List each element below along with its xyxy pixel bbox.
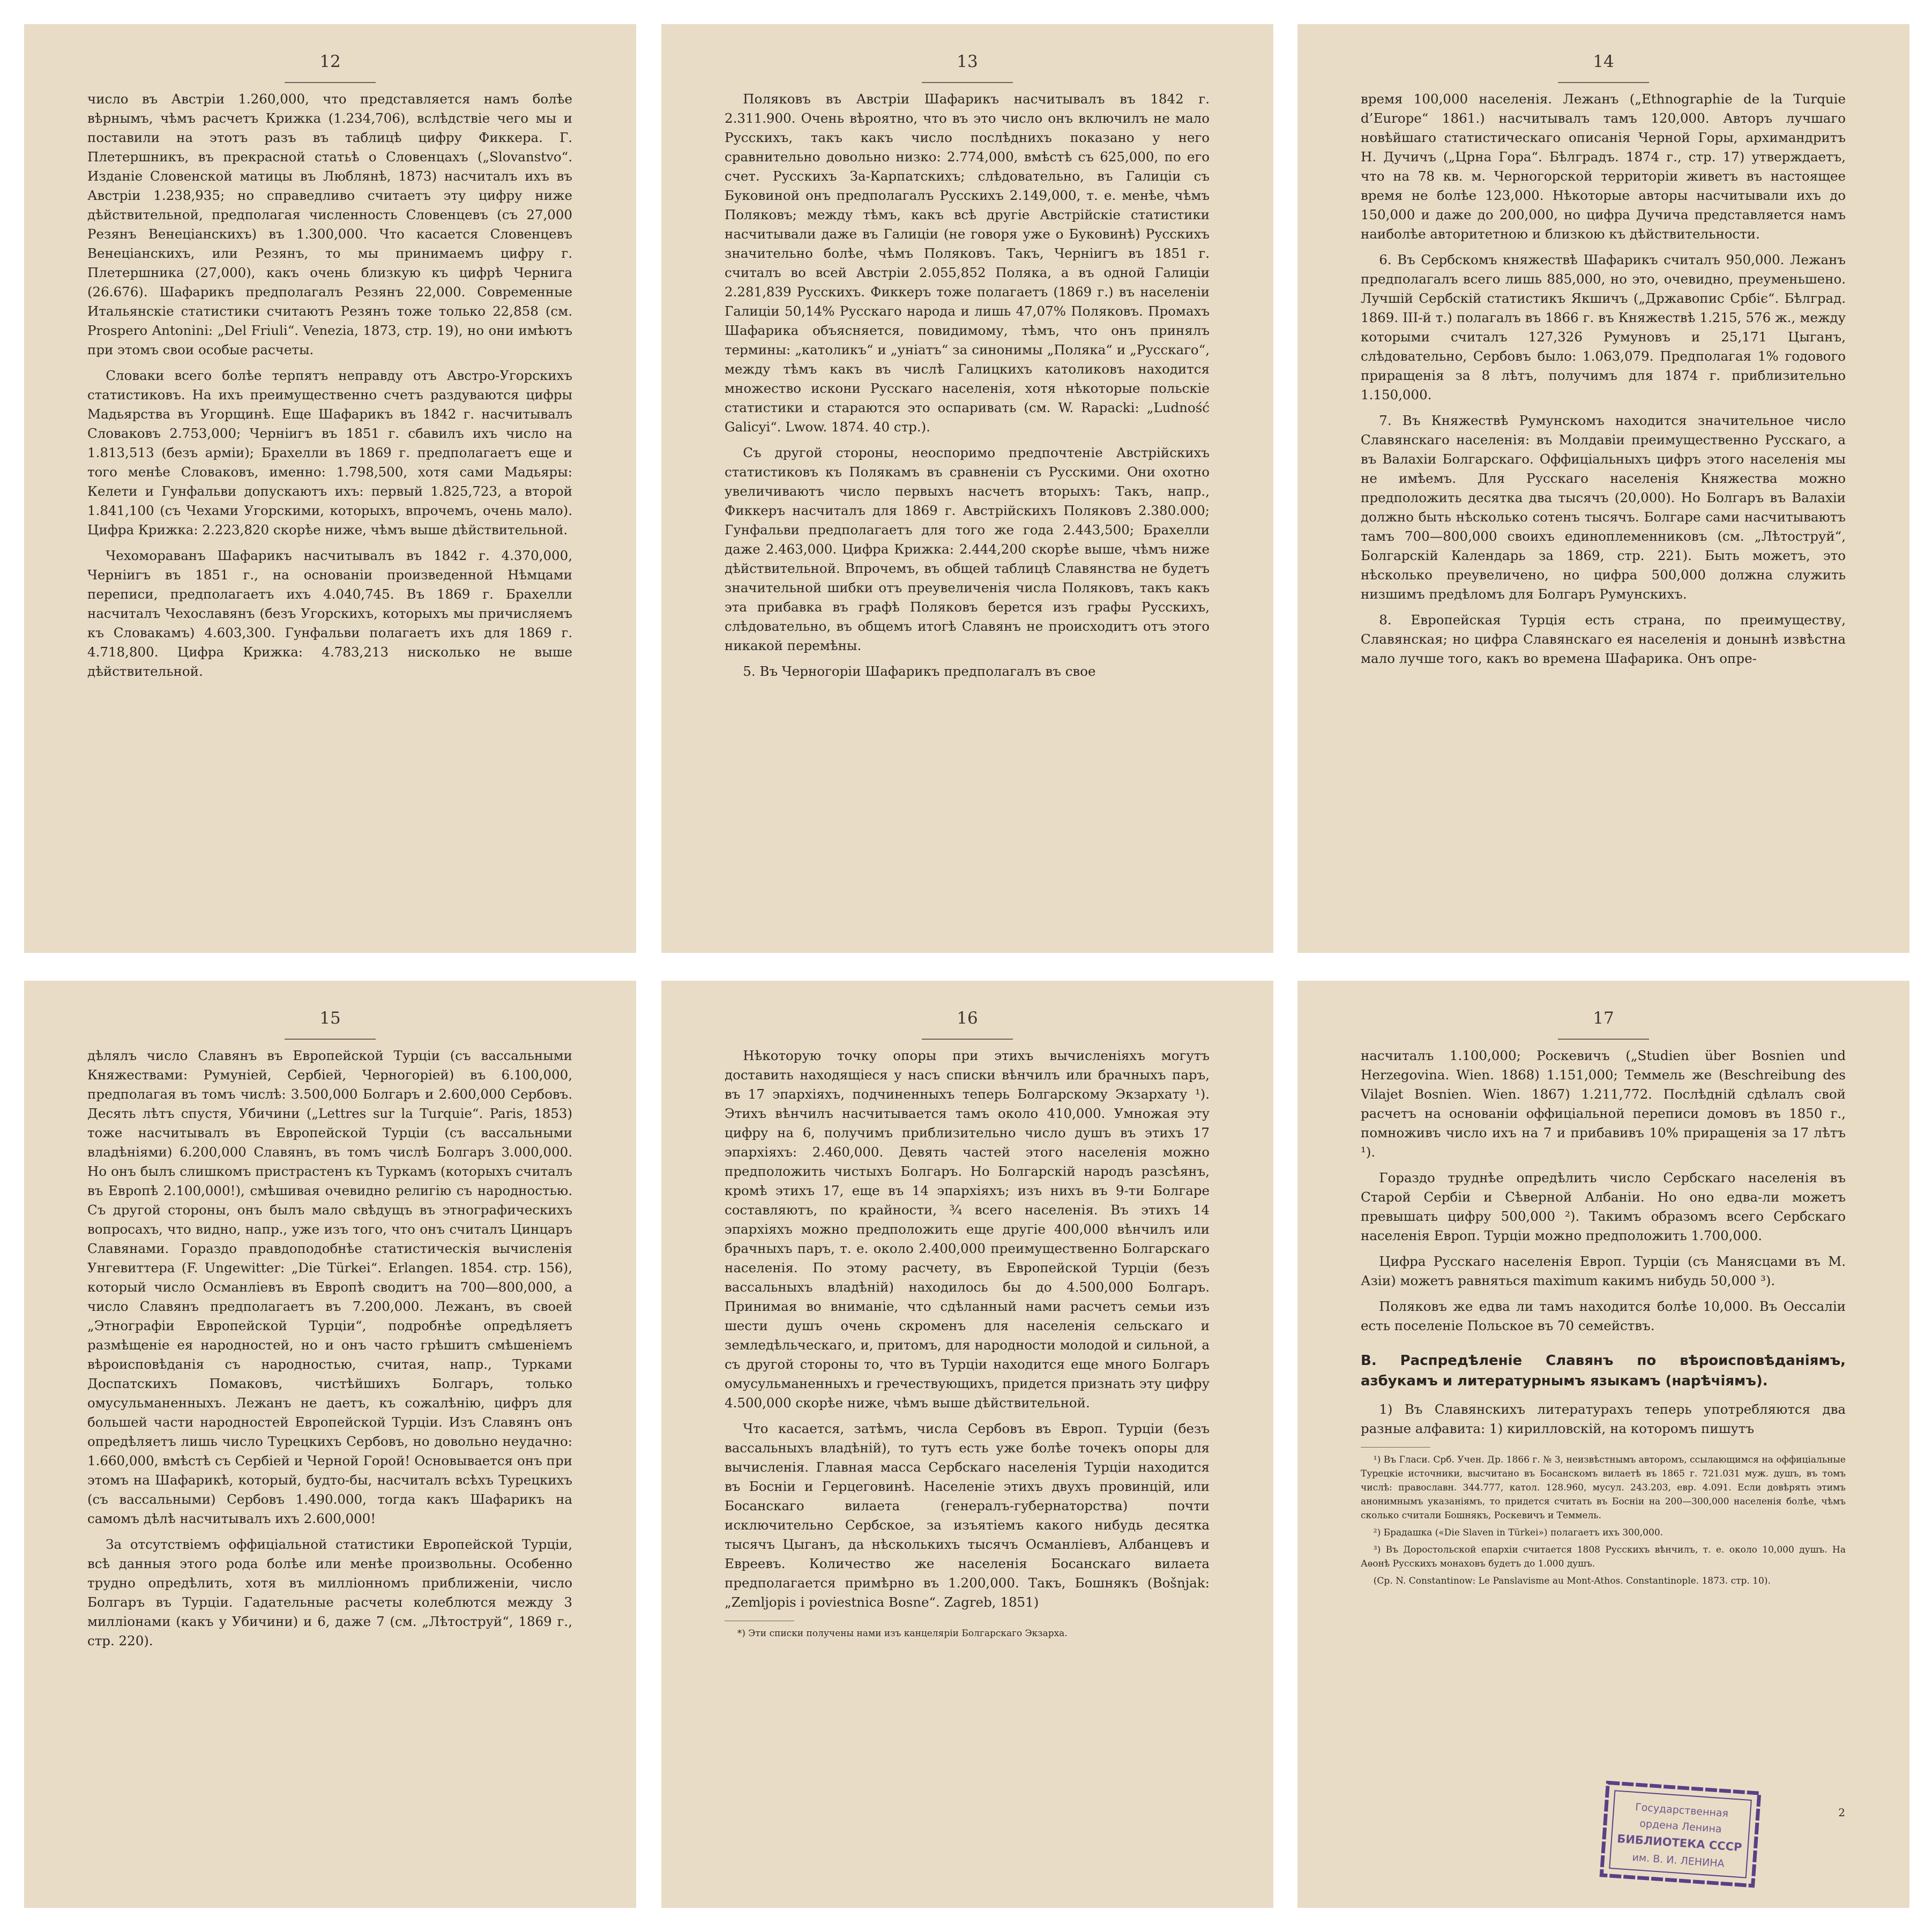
- page-number: 16: [957, 1009, 978, 1028]
- page-body: [87, 1046, 572, 1657]
- footnote: *) Эти списки получены нами изъ канцеляріи Болгарскаго Экзарха.: [737, 1628, 1068, 1639]
- section-heading: В. Распредѣленіе Славянъ по вѣроисповѣданіямъ, азбукамъ и литературнымъ языкамъ (нарѣчіямъ).: [1361, 1353, 1846, 1389]
- footnote: (Ср. N. Constantinow: Le Panslavisme au Mont-Athos. Constantinople. 1873. стр. 10).: [1373, 1576, 1771, 1586]
- page-body: [1361, 89, 1846, 675]
- header-rule: [922, 82, 1013, 83]
- paragraph: Гораздо труднѣе опредѣлить число Сербскаго населенія въ Старой Сербіи и Сѣверной Албаніи. Но оно едва-ли можетъ превышать цифру 500,000 ²). Такимъ образомъ всего Сербскаго населенія Европ. Турціи можно предположить 1.700,000.: [1361, 1170, 1846, 1243]
- library-stamp-icon: [1598, 1779, 1763, 1889]
- paragraph: 7. Въ Княжествѣ Румунскомъ находится значительное число Славянскаго населенія: въ Молдавіи преимущественно Русскаго, а въ Валахіи Болгарскаго. Оффиціальныхъ цифръ этого населенія мы не имѣемъ. Для Русскаго населенія Княжества можно предположить десятка два тысячъ (20,000). Но Болгаръ въ Валахіи должно быть нѣсколько сотенъ тысячъ. Болгаре сами насчитываютъ тамъ 700—800,000 своихъ единоплеменниковъ (см. „Лѣтоструй“, Болгарскій Календарь за 1869, стр. 221). Быть можетъ, это нѣсколько преувеличено, но цифра 500,000 должна служить низшимъ предѣломъ для Болгаръ Румунскихъ.: [1361, 413, 1846, 602]
- footnote: ³) Въ Доростольской епархіи считается 1808 Русскихъ вѣнчилъ, т. е. около 10,000 душъ. На Аѳонѣ Русскихъ монаховъ будетъ до 1.000 душъ.: [1361, 1545, 1846, 1569]
- paragraph: Нѣкоторую точку опоры при этихъ вычисленіяхъ могутъ доставить находящіеся у насъ списки вѣнчилъ или брачныхъ паръ, въ 17 эпархіяхъ, подчиненныхъ теперь Болгарскому Экзархату ¹). Этихъ вѣнчилъ насчитывается тамъ около 410,000. Умножая эту цифру на 6, получимъ приблизительно число душъ въ этихъ 17 эпархіяхъ: 2.460,000. Девять частей этого населенія можно предположить чистыхъ Болгаръ. Но Болгарскій народъ разсѣянъ, кромѣ этихъ 17, еще въ 14 эпархіяхъ; изъ нихъ въ 9-ти Болгаре составляютъ, по крайности, ¾ всего населенія. Въ этихъ 14 эпархіяхъ можно предположить еще другіе 400,000 вѣнчилъ или брачныхъ паръ, т. е. около 2.400,000 преимущественно Болгарскаго населенія. По этому расчету, въ Европейской Турціи (безъ вассальныхъ владѣній) находилось бы до 4.500,000 Болгаръ. Принимая во вниманіе, что сдѣланный нами расчетъ семьи изъ шести душъ очень скроменъ для населенія сельскаго и земледѣльческаго, и, притомъ, для народности молодой и сильной, а съ другой стороны то, что въ Турціи находится еще много Болгаръ омусульманенныхъ и гречествующихъ, придется признать эту цифру 4.500,000 скорѣе ниже, чѣмъ выше дѣйствительной.: [725, 1048, 1210, 1411]
- footnote-rule: [1361, 1447, 1430, 1448]
- signature-mark: 2: [1838, 1806, 1845, 1819]
- paragraph: 5. Въ Черногоріи Шафарикъ предполагалъ въ свое: [743, 663, 1096, 679]
- header-rule: [285, 1039, 376, 1040]
- header-rule: [1558, 1039, 1649, 1040]
- stamp-line: Государственная: [1635, 1801, 1729, 1820]
- page-16: [661, 981, 1273, 1908]
- page-body: [725, 1046, 1210, 1644]
- stamp-line: ордена Ленина: [1639, 1817, 1722, 1836]
- paragraph: насчиталъ 1.100,000; Роскевичъ („Studien über Bosnien und Herzegovina. Wien. 1868) 1.151,000; Теммель же (Beschreibung des Vilajet Bosnien. Wien. 1867) 1.211,772. Послѣдній сдѣлалъ свой расчетъ на основаніи оффиціальной переписи домовъ въ 1850 г., помноживъ число ихъ на 7 и прибавивъ 10% приращенія за 17 лѣтъ ¹).: [1361, 1048, 1846, 1160]
- paragraph: 1) Въ Славянскихъ литературахъ теперь употребляются два разные алфавита: 1) кирилловскій, на которомъ пишутъ: [1361, 1401, 1846, 1436]
- paragraph: Цифра Русскаго населенія Европ. Турціи (съ Манясцами въ М. Азіи) можетъ равняться maximum какимъ нибудь 50,000 ³).: [1361, 1254, 1846, 1288]
- paragraph: 8. Европейская Турція есть страна, по преимуществу, Славянская; но цифра Славянскаго ея населенія и донынѣ извѣстна мало лучше того, какъ во времена Шафарика. Онъ опре-: [1361, 612, 1846, 666]
- page-number: 15: [319, 1009, 341, 1028]
- page-15: [24, 981, 636, 1908]
- paragraph: За отсутствіемъ оффиціальной статистики Европейской Турціи, всѣ данныя этого рода болѣе или менѣе произвольны. Особенно трудно опредѣлить, хотя въ милліонномъ приближеніи, число Болгаръ въ Турціи. Гадательные расчеты колеблются между 3 милліонами (какъ у Убичини) и 6, даже 7 (см. „Лѣтоструй“, 1869 г., стр. 220).: [87, 1536, 572, 1648]
- footnote: ¹) Въ Гласи. Срб. Учен. Др. 1866 г. № 3, неизвѣстнымъ авторомъ, ссылающимся на оффиціальные Турецкіе источники, высчитано въ Босанскомъ вилаетѣ въ 1865 г. 721.031 муж. душъ, въ томъ числѣ: православн. 344.777, катол. 128.960, мусул. 243.203, евр. 4.091. Если довѣрять этимъ анонимнымъ указаніямъ, то придется считать въ Босніи на 200—300,000 населенія болѣе, чѣмъ сколько считали Бошнякъ, Роскевичъ и Теммель.: [1361, 1454, 1846, 1521]
- paragraph: 6. Въ Сербскомъ княжествѣ Шафарикъ считалъ 950,000. Лежанъ предполагалъ всего лишь 885,000, но это, очевидно, преуменьшено. Лучшій Сербскій статистикъ Якшичъ („Државопис Србіє“. Бѣлград. 1869. III-й т.) полагалъ въ 1866 г. въ Княжествѣ 1.215, 576 ж., между которыми считалъ 127,326 Румуновъ и 25,171 Цыганъ, слѣдовательно, Сербовъ было: 1.063,079. Предполагая 1% годового приращенія за 8 лѣтъ, получимъ для 1874 г. приблизительно 1.150,000.: [1361, 252, 1846, 402]
- footnotes: [725, 1621, 1210, 1640]
- paragraph: Что касается, затѣмъ, числа Сербовъ въ Европ. Турціи (безъ вассальныхъ владѣній), то тутъ есть уже болѣе точекъ опоры для вычисленія. Главная масса Сербскаго населенія Турціи находится въ Босніи и Герцеговинѣ. Населеніе этихъ двухъ провинцій, или Босанскаго вилаета (генералъ-губернаторства) почти исключительно Сербское, за изъятіемъ какого нибудь десятка тысячъ Цыганъ, да нѣсколькихъ тысячъ Османліевъ, Албанцевъ и Евреевъ. Количество же населенія Босанскаго вилаета предполагается примѣрно въ 1.200,000. Такъ, Бошнякъ (Bošnjak: „Zemljopis i poviestnica Bosne“. Zagreb, 1851): [725, 1421, 1210, 1610]
- page-number: 17: [1593, 1009, 1614, 1028]
- page-number: 14: [1593, 52, 1614, 71]
- page-12: [24, 24, 636, 953]
- stamp-line: им. В. И. ЛЕНИНА: [1631, 1851, 1725, 1870]
- page-body: [725, 89, 1210, 688]
- paragraph: Поляковъ въ Австріи Шафарикъ насчитывалъ въ 1842 г. 2.311.900. Очень вѣроятно, что въ это число онъ включилъ не мало Русскихъ, такъ какъ число послѣднихъ показано у него сравнительно довольно низко: 2.774,000, вмѣстѣ съ 625,000, по его счет. Русскихъ За-Карпатскихъ; слѣдовательно, въ Галиціи съ Буковиной онъ предполагалъ Русскихъ 2.149,000, т. е. менѣе, чѣмъ Поляковъ; между тѣмъ, какъ всѣ другіе Австрійскіе статистики насчитывали даже въ Галиціи (не говоря уже о Буковинѣ) Русскихъ значительно болѣе, чѣмъ Поляковъ. Такъ, Черніигъ въ 1851 г. считалъ во всей Австріи 2.055,852 Поляка, а въ одной Галиціи 2.281,839 Русскихъ. Фиккеръ тоже полагаетъ (1869 г.) въ населеніи Галиціи 50,14% Русскаго народа и лишь 47,07% Поляковъ. Промахъ Шафарика объясняется, повидимому, тѣмъ, что онъ принялъ термины: „католикъ“ и „уніатъ“ за синонимы „Поляка“ и „Русскаго“, между тѣмъ какъ въ числѣ Галицкихъ католиковъ находится множество искони Русскаго населенія, хотя нѣкоторые польскіе статистики и стараются это оспаривать (см. W. Rapacki: „Ludność Galicyi“. Lwow. 1874. 40 стр.).: [725, 91, 1210, 435]
- page-number: 12: [319, 52, 341, 71]
- page-13: [661, 24, 1273, 953]
- page-14: [1297, 24, 1909, 953]
- paragraph: время 100,000 населенія. Лежанъ („Ethnographie de la Turquie d’Europe“ 1861.) насчитывалъ тамъ 120,000. Авторъ лучшаго новѣйшаго статистическаго описанія Черной Горы, архимандритъ Н. Дучичъ („Црна Гора“. Бѣлградъ. 1874 г., стр. 17) утверждаетъ, что на 78 кв. м. Черногорской территоріи живетъ въ настоящее время не болѣе 123,000. Нѣкоторые авторы насчитывали ихъ до 150,000 и даже до 200,000, но цифра Дучича представляется намъ наиболѣе авторитетною и близкою къ дѣйствительности.: [1361, 91, 1846, 242]
- page-body: [87, 89, 572, 688]
- header-rule: [285, 82, 376, 83]
- paragraph: дѣлялъ число Славянъ въ Европейской Турціи (съ вассальными Княжествами: Румуніей, Сербіей, Черногоріей) въ 6.100,000, предполагая въ томъ числѣ: 3.500,000 Болгаръ и 2.600,000 Сербовъ. Десять лѣтъ спустя, Убичини („Lettres sur la Turquie“. Paris, 1853) тоже насчитывалъ въ Европейской Турціи (съ вассальными владѣніями) 6.200,000 Славянъ, въ томъ числѣ Болгаръ 3.000,000. Но онъ былъ слишкомъ пристрастенъ къ Туркамъ (которыхъ считалъ въ Европѣ 2.100,000!), смѣшивая очевидно религію съ народностью. Съ другой стороны, онъ былъ мало свѣдущъ въ этнографическихъ вопросахъ, что видно, напр., уже изъ того, что онъ считалъ Цинцаръ Славянами. Гораздо правдоподобнѣе статистическія вычисленія Унгевиттера (F. Ungewitter: „Die Türkei“. Erlangen. 1854. стр. 156), который число Османліевъ въ Европѣ сводитъ на 700—800,000, а число Славянъ предполагаетъ въ 7.200,000. Лежанъ, въ своей „Этнографіи Европейской Турціи“, подробнѣе опредѣляетъ размѣщеніе ея народностей, но и онъ часто грѣшитъ смѣшеніемъ вѣроисповѣданія съ народностью, считая, напр., Турками Доспатскихъ Помаковъ, чистѣйшихъ Болгаръ, только омусульманенныхъ. Лежанъ не даетъ, къ сожалѣнію, цифръ для большей части народностей Европейской Турціи. Изъ Славянъ онъ опредѣляетъ лишь число Турецкихъ Сербовъ, но довольно неудачно: 1.660,000, вмѣстѣ съ Сербіей и Черной Горой! Основывается онъ при этомъ на Шафарикѣ, который, будто-бы, насчиталъ всѣхъ Турецкихъ (съ вассальными) Сербовъ 1.490.000, тогда какъ Шафарикъ на самомъ дѣлѣ насчитывалъ ихъ 2.600,000!: [87, 1048, 572, 1526]
- footnote: ²) Брадашка («Die Slaven in Türkei») полагаетъ ихъ 300,000.: [1373, 1527, 1664, 1538]
- header-rule: [922, 1039, 1013, 1040]
- paragraph: Чехомораванъ Шафарикъ насчитывалъ въ 1842 г. 4.370,000, Черніигъ въ 1851 г., на основаніи произведенной Нѣмцами переписи, предполагаетъ ихъ 4.040,745. Въ 1869 г. Брахелли насчиталъ Чехославянъ (безъ Угорскихъ, которыхъ мы причисляемъ къ Словакамъ) 4.603,300. Гунфальви полагаетъ ихъ для 1869 г. 4.718,800. Цифра Крижка: 4.783,213 нисколько не выше дѣйствительной.: [87, 548, 572, 679]
- page-17: [1297, 981, 1909, 1908]
- paragraph: Словаки всего болѣе терпятъ неправду отъ Австро-Угорскихъ статистиковъ. На ихъ преимущественно счетъ раздуваются цифры Мадьярства въ Угорщинѣ. Еще Шафарикъ въ 1842 г. насчитывалъ Словаковъ 2.753,000; Черніигъ въ 1851 г. сбавилъ ихъ число на 1.813,513 (безъ арміи); Брахелли въ 1869 г. предполагаетъ еще и того менѣе Словаковъ, именно: 1.798,500, хотя сами Мадьяры: Келети и Гунфальви допускаютъ ихъ: первый 1.825,723, а второй 1.841,100 (съ Чехами Угорскими, которыхъ, впрочемъ, очень мало). Цифра Крижка: 2.223,820 скорѣе ниже, чѣмъ выше дѣйствительной.: [87, 368, 572, 538]
- page-number: 13: [957, 52, 978, 71]
- paragraph: Съ другой стороны, неоспоримо предпочтеніе Австрійскихъ статистиковъ къ Полякамъ въ сравненіи съ Русскими. Они охотно увеличиваютъ число первыхъ насчетъ вторыхъ: Такъ, напр., Фиккеръ насчиталъ для 1869 г. Австрійскихъ Поляковъ 2.380.000; Гунфальви предполагаетъ для того же года 2.443,500; Брахелли даже 2.463,000. Цифра Крижка: 2.444,200 скорѣе выше, чѣмъ ниже дѣйствительной. Впрочемъ, въ общей таблицѣ Славянства не будетъ значительной шибки отъ преувеличенія числа Поляковъ, такъ какъ эта прибавка въ графѣ Поляковъ берется изъ графы Русскихъ, слѣдовательно, въ общемъ итогѣ Славянъ не происходитъ отъ этого никакой перемѣны.: [725, 445, 1210, 653]
- footnotes: [1361, 1447, 1846, 1588]
- stamp-line: БИБЛИОТЕКА СССР: [1616, 1832, 1743, 1854]
- page-body: [1361, 1046, 1846, 1591]
- paragraph: число въ Австріи 1.260,000, что представляется намъ болѣе вѣрнымъ, чѣмъ расчетъ Крижка (1.234,706), вслѣдствіе чего мы и поставили на этотъ разъ въ таблицѣ цифру Фиккера. Г. Плетершникъ, въ прекрасной статьѣ о Словенцахъ („Slovanstvo“. Изданіе Словенской матицы въ Люблянѣ, 1873) насчиталъ ихъ въ Австріи 1.238,935; но справедливо считаетъ эту цифру ниже дѣйствительной, предполагая численность Словенцевъ (съ 27,000 Резянъ Венеціанскихъ) въ 1.300,000. Что касается Словенцевъ Венеціанскихъ, или Резянъ, то мы принимаемъ цифру г. Плетершника (27,000), какъ очень близкую къ цифрѣ Чернига (26.676). Шафарикъ предполагалъ Резянъ 22,000. Современные Итальянскіе статистики считаютъ Резянъ тоже только 22,858 (см. Prospero Antonini: „Del Friuli“. Venezia, 1873, стр. 19), но они имѣютъ при этомъ свои особые расчеты.: [87, 91, 572, 357]
- paragraph: Поляковъ же едва ли тамъ находится болѣе 10,000. Въ Оессаліи есть поселеніе Польское въ 70 семействъ.: [1361, 1299, 1846, 1333]
- header-rule: [1558, 82, 1649, 83]
